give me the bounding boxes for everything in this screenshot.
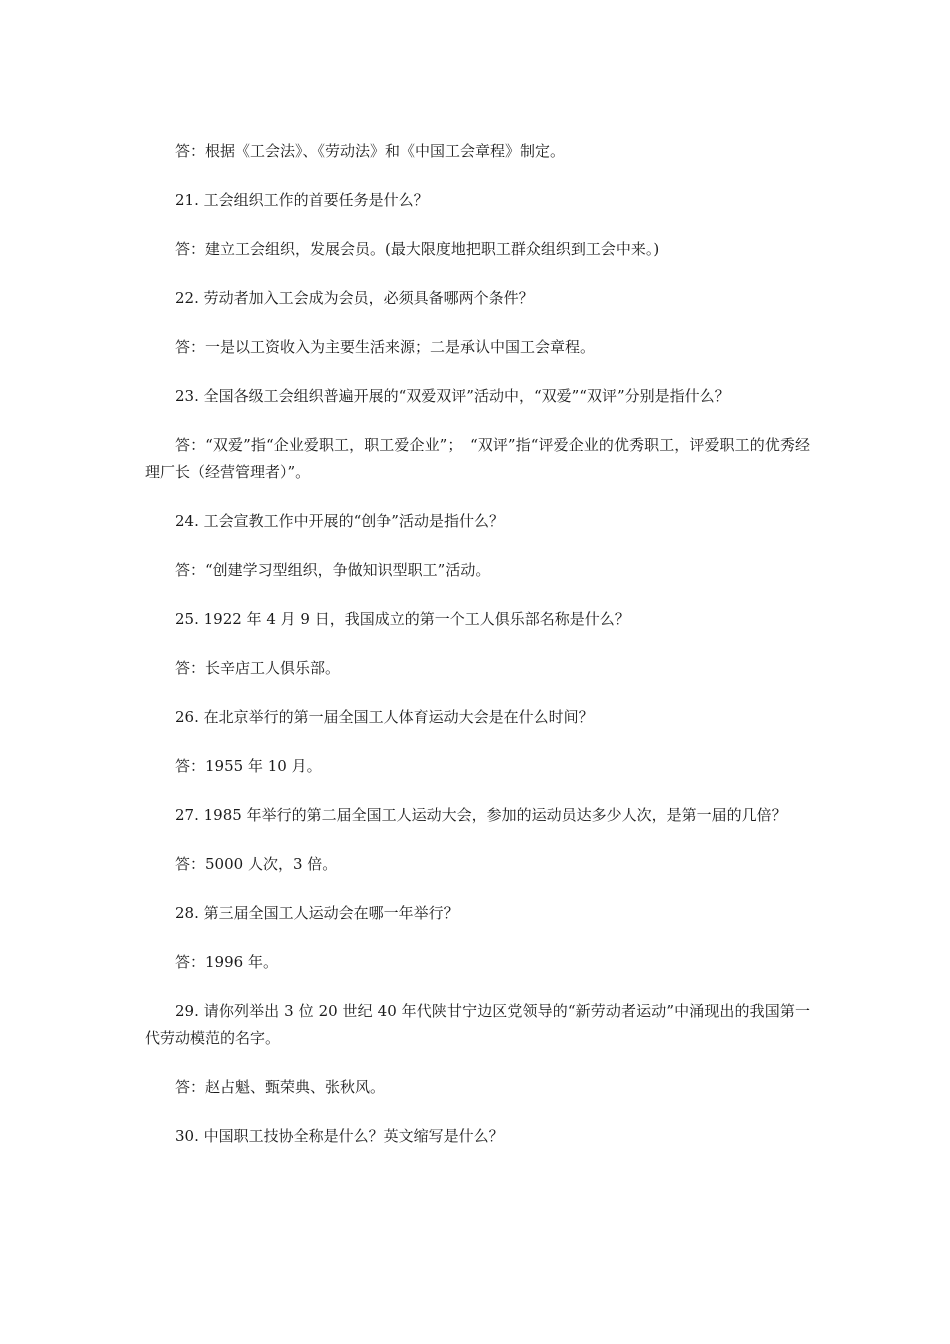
- question-23: 23. 全国各级工会组织普遍开展的“双爱双评”活动中，“双爱”“双评”分别是指什么？: [175, 387, 730, 405]
- question-21: 21. 工会组织工作的首要任务是什么？: [175, 191, 429, 209]
- answer-25: 答：长辛店工人俱乐部。: [175, 659, 341, 677]
- answer-24: 答：“创建学习型组织，争做知识型职工”活动。: [175, 561, 491, 579]
- answer-23: 答：“双爱”指“企业爱职工，职工爱企业”； “双评”指“评爱企业的优秀职工，评爱职工的优秀经理厂长（经营管理者）”。: [145, 436, 810, 481]
- answer-27: 答：5000 人次，3 倍。: [175, 855, 338, 873]
- question-30: 30. 中国职工技协全称是什么？英文缩写是什么？: [175, 1127, 504, 1145]
- answer-29: 答：赵占魁、甄荣典、张秋风。: [175, 1078, 386, 1096]
- answer-paragraph: 答：根据《工会法》、《劳动法》和《中国工会章程》制定。: [175, 142, 566, 160]
- document-page: [145, 138, 810, 1172]
- question-29: 29. 请你列举出 3 位 20 世纪 40 年代陕甘宁边区党领导的“新劳动者运动”中涌现出的我国第一代劳动模范的名字。: [145, 1002, 810, 1047]
- question-28: 28. 第三届全国工人运动会在哪一年举行？: [175, 904, 459, 922]
- answer-22: 答：一是以工资收入为主要生活来源；二是承认中国工会章程。: [175, 338, 596, 356]
- question-27: 27. 1985 年举行的第二届全国工人运动大会，参加的运动员达多少人次，是第一届的几倍？: [175, 806, 787, 824]
- question-25: 25. 1922 年 4 月 9 日，我国成立的第一个工人俱乐部名称是什么？: [175, 610, 630, 628]
- answer-28: 答：1996 年。: [175, 953, 278, 971]
- answer-21: 答：建立工会组织，发展会员。(最大限度地把职工群众组织到工会中来。): [175, 240, 660, 258]
- question-24: 24. 工会宣教工作中开展的“创争”活动是指什么？: [175, 512, 504, 530]
- answer-26: 答：1955 年 10 月。: [175, 757, 322, 775]
- question-26: 26. 在北京举行的第一届全国工人体育运动大会是在什么时间？: [175, 708, 594, 726]
- question-22: 22. 劳动者加入工会成为会员，必须具备哪两个条件？: [175, 289, 534, 307]
